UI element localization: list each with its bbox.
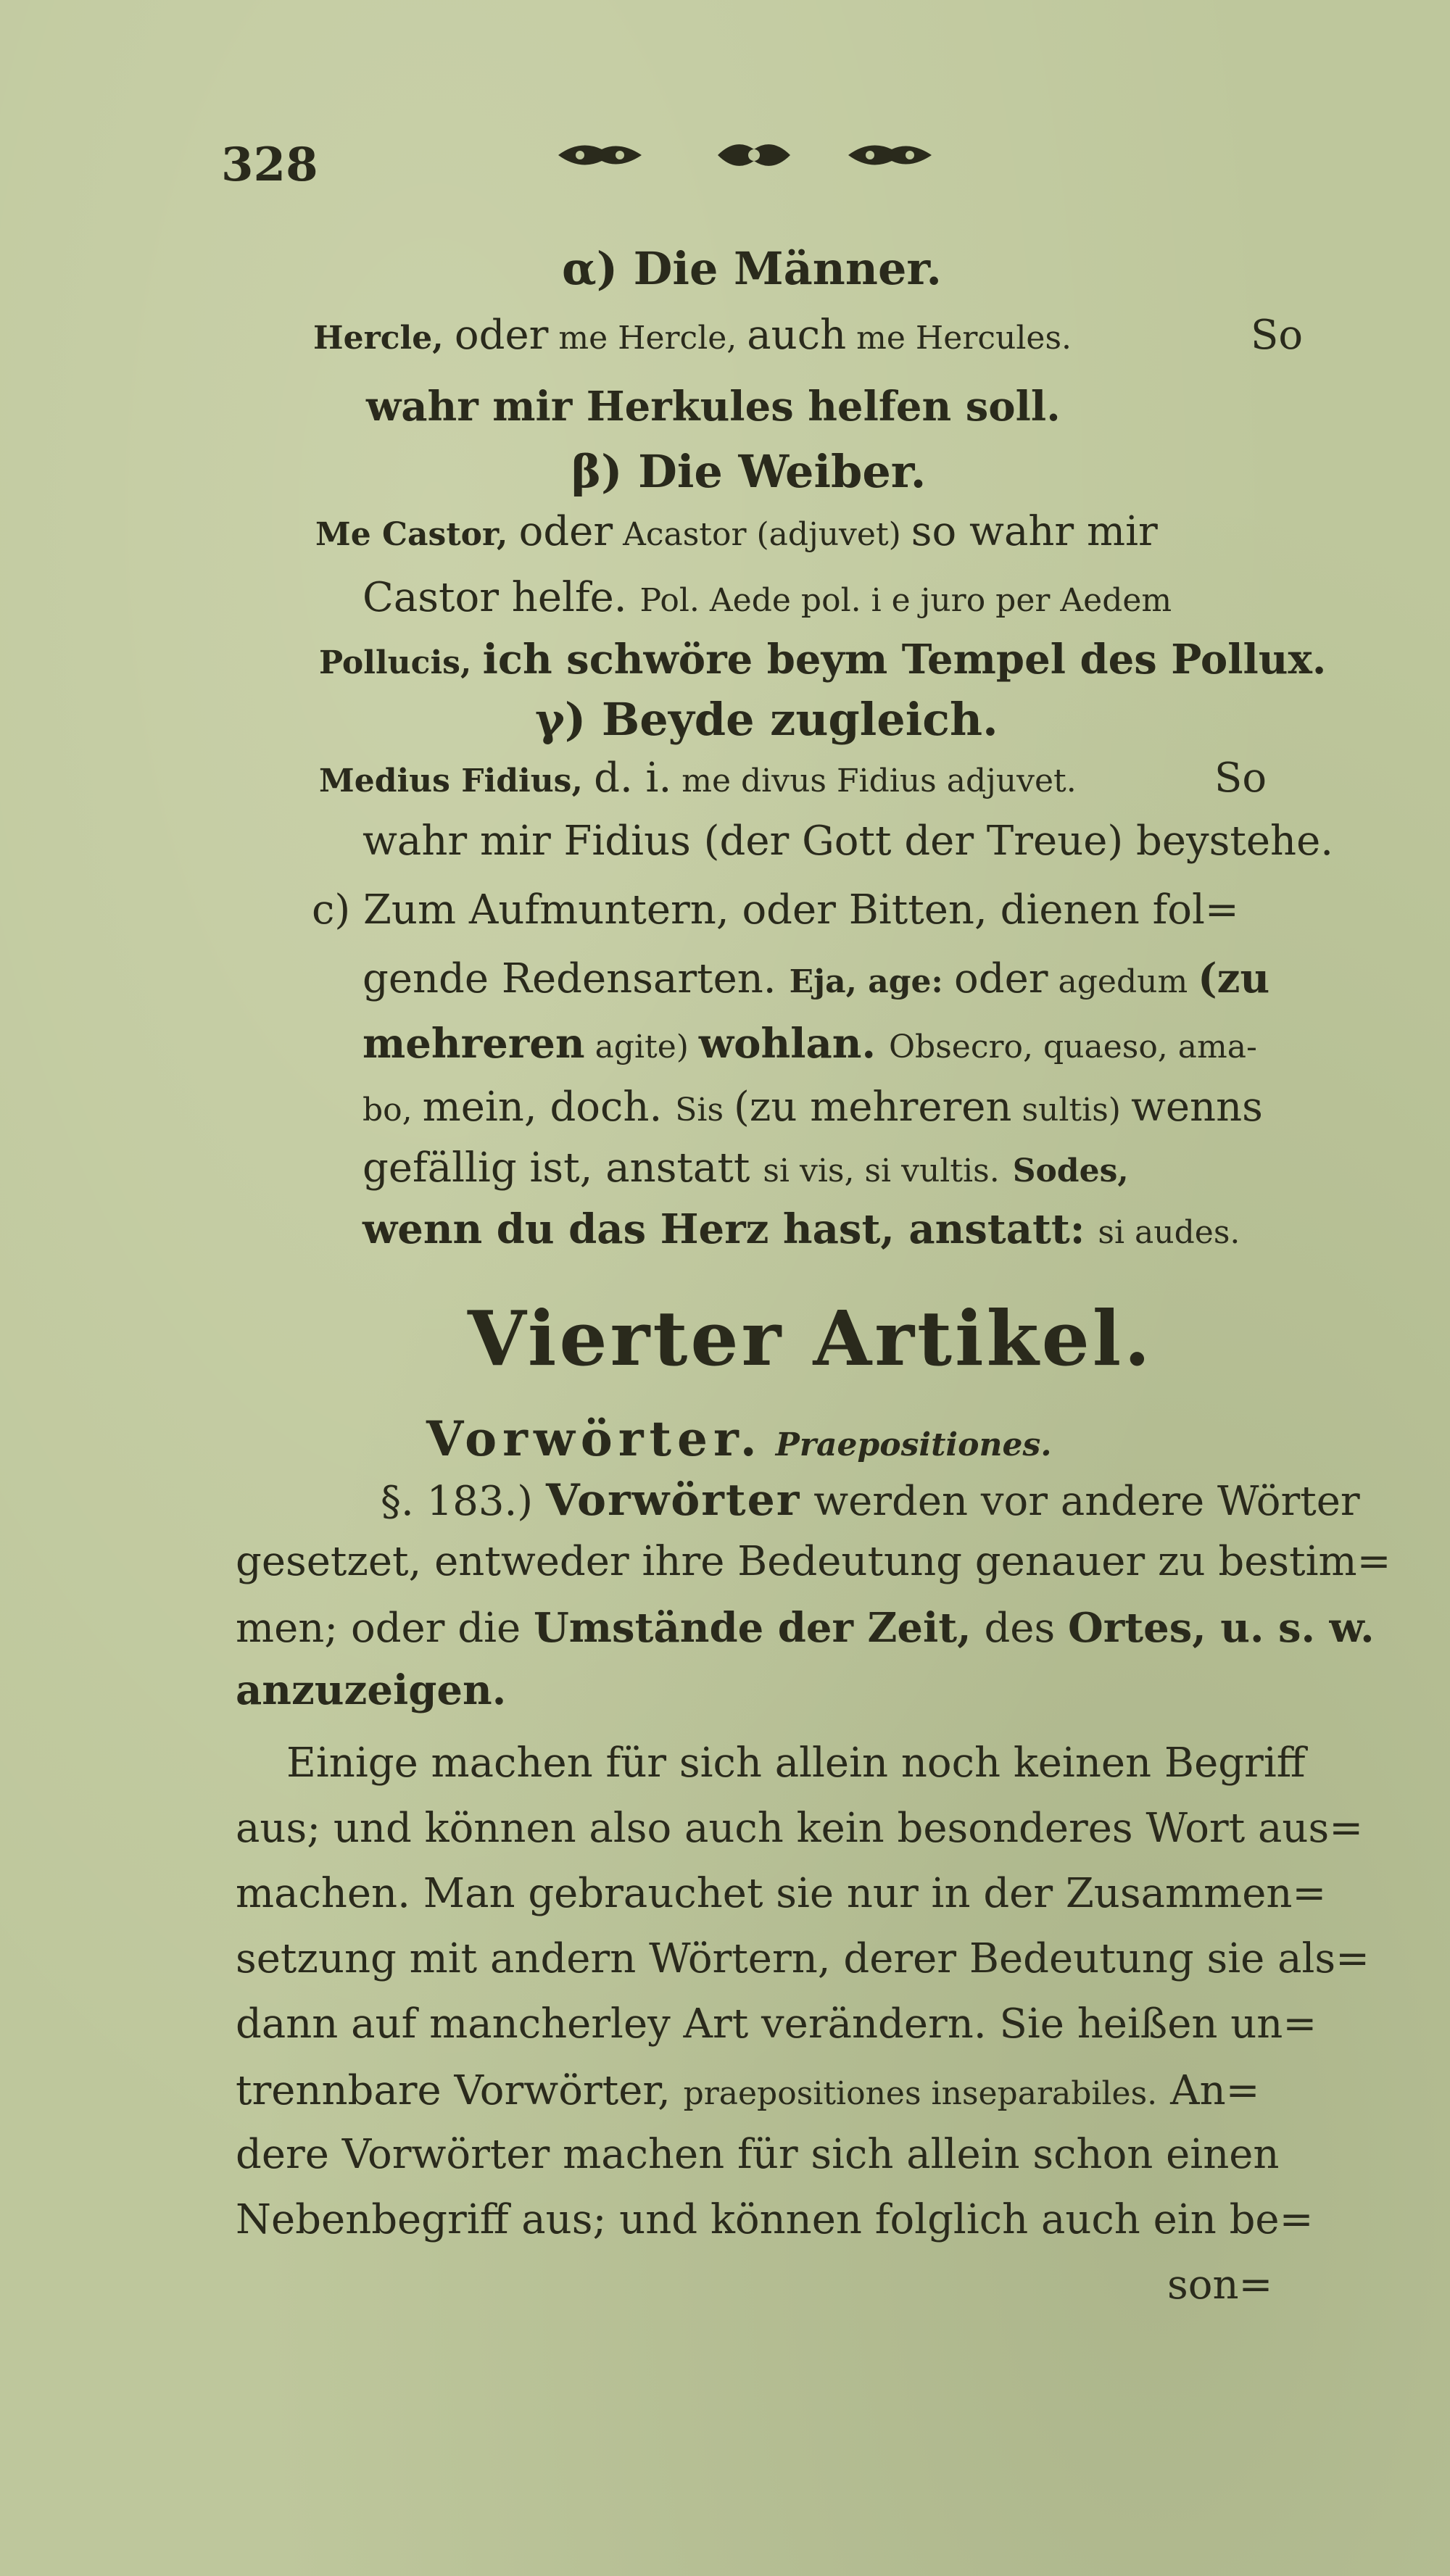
text-line: gefällig ist, anstatt si vis, si vultis. Sodes, (362, 1144, 1129, 1192)
article-title: Vierter Artikel. (468, 1294, 1153, 1383)
heading-women: β) Die Weiber. (571, 445, 927, 498)
text-line: machen. Man gebrauchet sie nur in der Zusammen= (236, 1870, 1327, 1917)
heading-both: γ) Beyde zugleich. (535, 693, 998, 746)
text-line: §. 183.) Vorwörter werden vor andere Wörter (381, 1475, 1360, 1526)
text-line: c) Zum Aufmuntern, oder Bitten, dienen fol= (312, 886, 1239, 934)
text-line: Pollucis, ich schwöre beym Tempel des Pollux. (319, 636, 1327, 684)
text-line: wahr mir Herkules helfen soll. (366, 383, 1061, 431)
text-line: Einige machen für sich allein noch keinen Begriff (286, 1740, 1306, 1787)
text-line: Castor helfe. Pol. Aede pol. i e juro per Aedem (362, 574, 1172, 621)
text-line: Medius Fidius, d. i. me divus Fidius adjuvet. (319, 755, 1077, 802)
text-line: wenn du das Herz hast, anstatt: si audes. (362, 1205, 1240, 1253)
text-line: setzung mit andern Wörtern, derer Bedeutung sie als= (236, 1935, 1370, 1982)
text-line: dere Vorwörter machen für sich allein schon einen (236, 2131, 1280, 2178)
text-line: aus; und können also auch kein besonderes Wort aus= (236, 1805, 1364, 1852)
text-line: trennbare Vorwörter, praepositiones inseparabiles. An= (236, 2067, 1260, 2114)
text-line: So (1251, 312, 1304, 359)
text-line: anzuzeigen. (236, 1666, 507, 1714)
text-line: wahr mir Fidius (der Gott der Treue) beystehe. (362, 818, 1334, 865)
heading-men: α) Die Männer. (562, 242, 942, 295)
text-line: gesetzet, entweder ihre Bedeutung genauer zu bestim= (236, 1538, 1391, 1585)
article-subtitle: Vorwörter. Praepositiones. (426, 1410, 1052, 1467)
text-line: Hercle, oder me Hercle, auch me Hercules. (313, 312, 1072, 359)
catchword: son= (1167, 2261, 1273, 2309)
text-line: Nebenbegriff aus; und können folglich auch ein be= (236, 2196, 1314, 2243)
text-line: Me Castor, oder Acastor (adjuvet) so wahr mir (315, 508, 1158, 555)
page-number: 328 (221, 138, 318, 192)
text-line: men; oder die Umstände der Zeit, des Ortes, u. s. w. (236, 1604, 1375, 1652)
text-line: So (1214, 755, 1267, 802)
text-line: bo, mein, doch. Sis (zu mehreren sultis) wenns (362, 1084, 1263, 1131)
text-line: dann auf mancherley Art verändern. Sie heißen un= (236, 2000, 1317, 2048)
text-line: gende Redensarten. Eja, age: oder agedum (zu (362, 955, 1270, 1002)
text-line: mehreren agite) wohlan. Obsecro, quaeso, ama- (362, 1020, 1257, 1068)
ornament-divider-icon (551, 133, 957, 177)
